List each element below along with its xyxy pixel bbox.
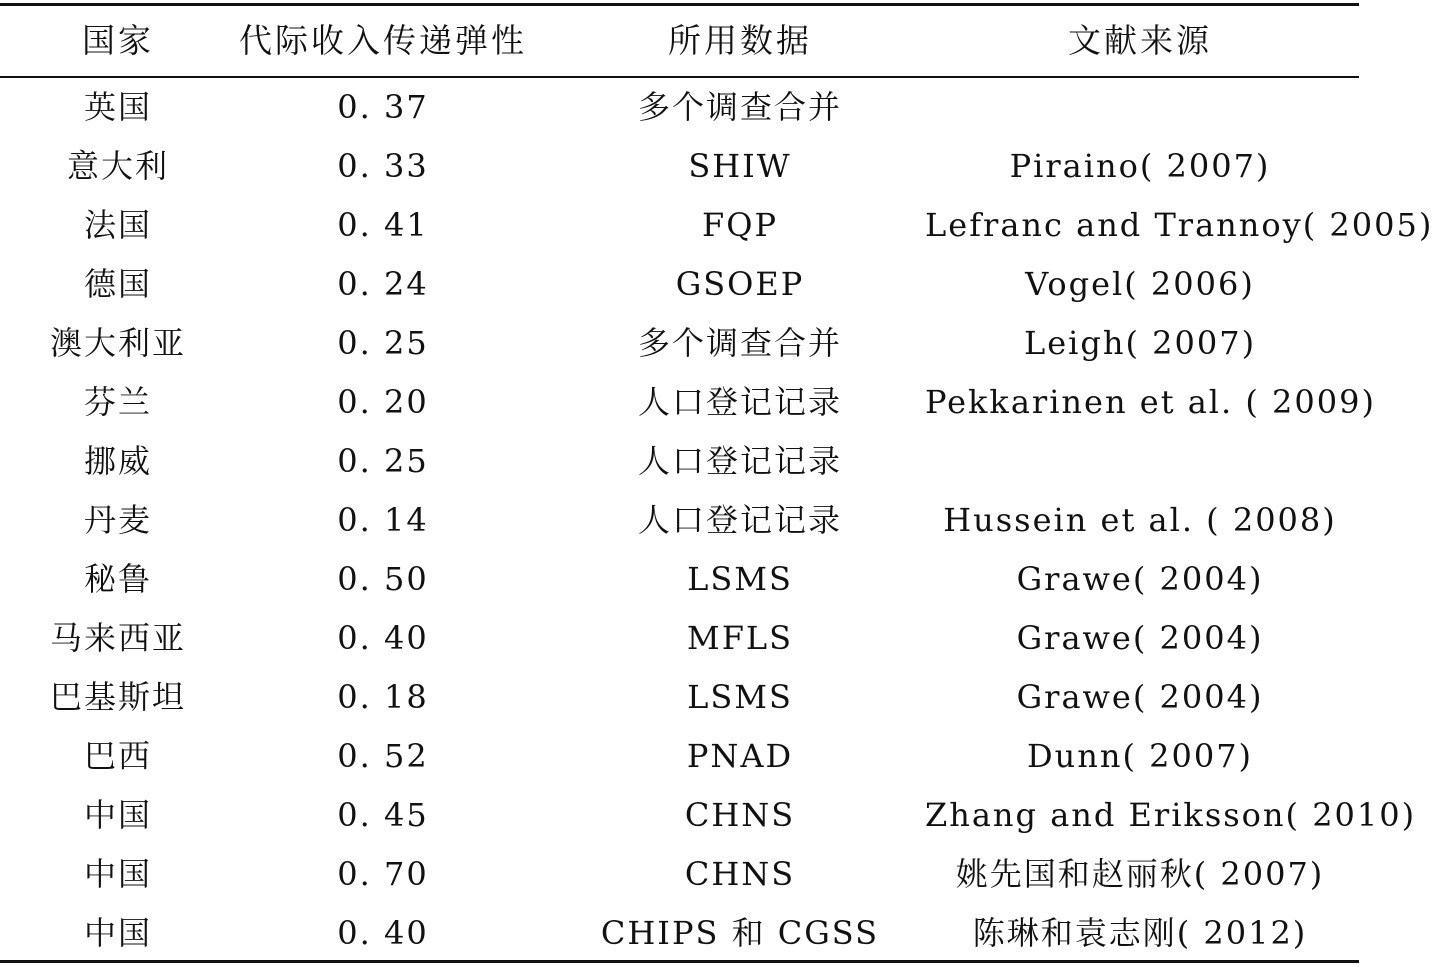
elasticity-cell: 0. 14 — [337, 501, 429, 539]
reference-cell: Vogel( 2006) — [1025, 265, 1255, 303]
country-cell: 巴西 — [83, 737, 152, 775]
elasticity-cell: 0. 40 — [337, 619, 429, 657]
reference-cell: 姚先国和赵丽秋( 2007) — [955, 855, 1325, 893]
country-cell: 丹麦 — [83, 501, 152, 539]
elasticity-cell: 0. 50 — [337, 560, 429, 598]
table-row — [0, 727, 1359, 786]
data-source-cell: 人口登记记录 — [637, 442, 842, 480]
elasticity-cell: 0. 70 — [337, 855, 429, 893]
elasticity-cell: 0. 25 — [337, 324, 429, 362]
table-row — [0, 845, 1359, 904]
bottom-rule — [0, 960, 1359, 963]
data-source-cell: CHIPS 和 CGSS — [600, 914, 880, 952]
header-data-used: 所用数据 — [668, 21, 812, 60]
elasticity-cell: 0. 52 — [337, 737, 429, 775]
reference-cell — [925, 78, 1355, 137]
table-row — [0, 196, 1433, 255]
table-header-row — [0, 8, 1359, 74]
data-source-cell: 多个调查合并 — [637, 88, 842, 126]
reference-cell: Lefranc and Trannoy( 2005) — [925, 206, 1433, 244]
header-country: 国家 — [82, 21, 154, 60]
data-source-cell: LSMS — [687, 678, 793, 716]
table-row — [0, 432, 1359, 491]
elasticity-cell: 0. 45 — [337, 796, 429, 834]
country-cell: 中国 — [83, 796, 152, 834]
data-source-cell: PNAD — [686, 737, 794, 775]
country-cell: 澳大利亚 — [49, 324, 186, 362]
header-source: 文献来源 — [1068, 21, 1212, 60]
elasticity-cell: 0. 33 — [337, 147, 429, 185]
data-source-cell: CHNS — [684, 796, 796, 834]
data-source-cell: CHNS — [684, 855, 796, 893]
table-row — [0, 491, 1359, 550]
top-rule — [0, 3, 1359, 6]
elasticity-cell: 0. 20 — [337, 383, 429, 421]
elasticity-cell: 0. 24 — [337, 265, 429, 303]
table-row — [0, 550, 1359, 609]
elasticity-cell: 0. 40 — [337, 914, 429, 952]
data-source-cell: GSOEP — [675, 265, 805, 303]
elasticity-cell: 0. 18 — [337, 678, 429, 716]
table-row — [0, 137, 1359, 196]
table-row — [0, 668, 1359, 727]
country-cell: 中国 — [83, 914, 152, 952]
data-source-cell: LSMS — [687, 560, 793, 598]
reference-cell: Zhang and Eriksson( 2010) — [925, 796, 1417, 834]
table-row — [0, 786, 1417, 845]
country-cell: 德国 — [83, 265, 152, 303]
reference-cell: Grawe( 2004) — [1016, 619, 1264, 657]
reference-cell: 陈琳和袁志刚( 2012) — [972, 914, 1308, 952]
data-source-cell: 多个调查合并 — [637, 324, 842, 362]
data-source-cell: FQP — [702, 206, 778, 244]
elasticity-cell: 0. 25 — [337, 442, 429, 480]
reference-cell: Pekkarinen et al. ( 2009) — [925, 383, 1376, 421]
table-row — [0, 609, 1359, 668]
data-source-cell: 人口登记记录 — [637, 501, 842, 539]
reference-cell — [925, 432, 1355, 491]
country-cell: 挪威 — [83, 442, 152, 480]
reference-cell: Leigh( 2007) — [1023, 324, 1257, 362]
table-row — [0, 255, 1359, 314]
data-source-cell: SHIW — [688, 147, 792, 185]
reference-cell: Dunn( 2007) — [1026, 737, 1254, 775]
country-cell: 中国 — [83, 855, 152, 893]
reference-cell: Grawe( 2004) — [1016, 560, 1264, 598]
country-cell: 芬兰 — [83, 383, 152, 421]
country-cell: 秘鲁 — [83, 560, 152, 598]
data-source-cell: MFLS — [686, 619, 794, 657]
table-row — [0, 78, 1359, 137]
table-row — [0, 314, 1359, 373]
country-cell: 马来西亚 — [49, 619, 186, 657]
reference-cell: Piraino( 2007) — [1009, 147, 1271, 185]
table-row — [0, 373, 1376, 432]
country-cell: 意大利 — [66, 147, 169, 185]
country-cell: 英国 — [83, 88, 152, 126]
header-elasticity: 代际收入传递弹性 — [239, 21, 527, 60]
reference-cell: Grawe( 2004) — [1016, 678, 1264, 716]
country-cell: 巴基斯坦 — [49, 678, 186, 716]
country-cell: 法国 — [83, 206, 152, 244]
elasticity-cell: 0. 37 — [337, 88, 429, 126]
table-row — [0, 904, 1359, 963]
elasticity-cell: 0. 41 — [337, 206, 429, 244]
reference-cell: Hussein et al. ( 2008) — [943, 501, 1337, 539]
data-source-cell: 人口登记记录 — [637, 383, 842, 421]
